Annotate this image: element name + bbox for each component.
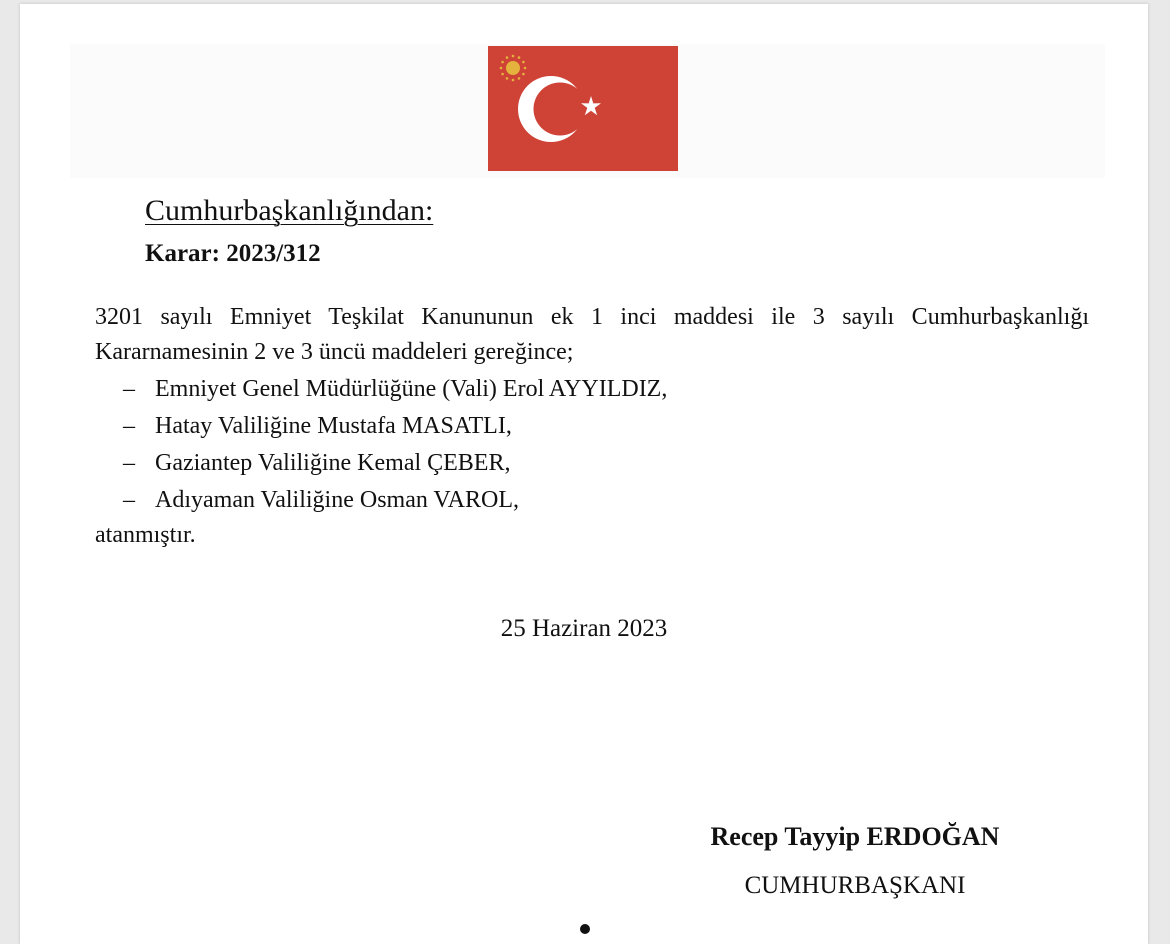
- appointment-item: [123, 485, 519, 515]
- appointment-item: [123, 448, 510, 478]
- appointment-text: Hatay Valiliğine Mustafa MASATLI,: [155, 413, 512, 439]
- list-dash: –: [123, 487, 135, 513]
- presidential-flag-icon: [488, 46, 678, 171]
- issuer-heading: Cumhurbaşkanlığından:: [145, 194, 434, 227]
- list-dash: –: [123, 376, 135, 402]
- decree-date: 25 Haziran 2023: [500, 615, 668, 642]
- appointment-text: Emniyet Genel Müdürlüğüne (Vali) Erol AYYILDIZ,: [155, 376, 668, 402]
- body-line-1: 3201 sayılı Emniyet Teşkilat Kanununun ek 1 inci maddesi ile 3 sayılı Cumhurbaşkanlığı: [95, 304, 1089, 330]
- signatory-name: Recep Tayyip ERDOĞAN: [710, 822, 1000, 851]
- list-dash: –: [123, 450, 135, 476]
- document-page: [20, 4, 1148, 944]
- closing-text: atanmıştır.: [95, 522, 196, 548]
- appointment-item: [123, 374, 667, 404]
- appointment-item: [123, 411, 512, 441]
- appointment-text: Gaziantep Valiliğine Kemal ÇEBER,: [155, 450, 511, 476]
- appointment-text: Adıyaman Valiliğine Osman VAROL,: [155, 487, 519, 513]
- signatory-title: CUMHURBAŞKANI: [744, 872, 966, 899]
- decision-number: Karar: 2023/312: [145, 240, 321, 267]
- list-dash: –: [123, 413, 135, 439]
- body-line-2: Kararnamesinin 2 ve 3 üncü maddeleri gereğince;: [95, 339, 574, 365]
- ink-dot: [580, 924, 590, 934]
